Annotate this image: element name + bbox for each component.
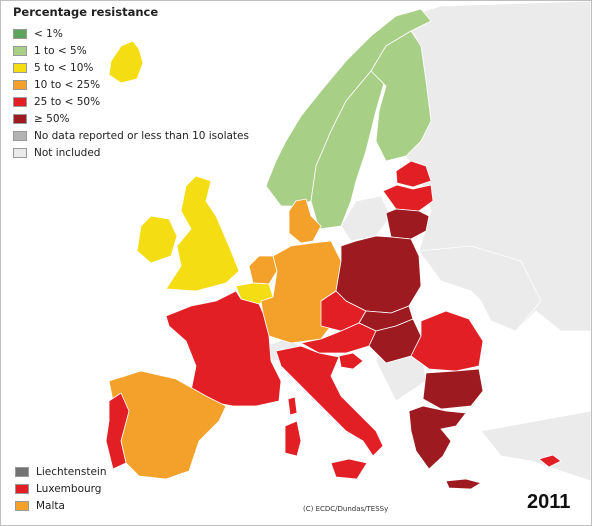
legend-swatch	[13, 114, 27, 124]
small-country-item	[15, 480, 107, 497]
region-bulgaria	[423, 369, 483, 409]
small-countries-legend	[15, 463, 107, 514]
legend-title: Percentage resistance	[13, 5, 159, 19]
legend-swatch	[13, 131, 27, 141]
legend-label: Not included	[34, 146, 101, 159]
legend-swatch	[13, 97, 27, 107]
region-sardinia	[285, 421, 301, 456]
small-country-item	[15, 463, 107, 480]
region-sicily	[331, 459, 367, 479]
small-country-label: Luxembourg	[36, 482, 102, 495]
region-netherlands	[249, 256, 277, 284]
small-country-label: Liechtenstein	[36, 465, 107, 478]
region-latvia	[383, 185, 433, 211]
legend-label: 5 to < 10%	[34, 61, 94, 74]
region-lithuania	[386, 209, 429, 239]
small-country-item	[15, 497, 107, 514]
legend-item	[13, 76, 249, 93]
map-credit: (C) ECDC/Dundas/TESSy	[303, 505, 389, 513]
region-slovenia	[339, 353, 363, 369]
legend-swatch	[13, 46, 27, 56]
legend-label: No data reported or less than 10 isolates	[34, 129, 249, 142]
region-crete	[446, 479, 481, 489]
legend-swatch	[13, 148, 27, 158]
legend-swatch	[13, 80, 27, 90]
legend-item	[13, 59, 249, 76]
region-uk	[166, 176, 239, 291]
legend-item	[13, 25, 249, 42]
legend-item	[13, 127, 249, 144]
legend-label: ≥ 50%	[34, 112, 70, 125]
region-ireland	[137, 216, 177, 263]
legend-label: 25 to < 50%	[34, 95, 101, 108]
legend-item	[13, 93, 249, 110]
legend-item	[13, 42, 249, 59]
small-country-swatch	[15, 467, 29, 477]
region-corsica	[288, 397, 297, 415]
region-poland	[336, 236, 421, 313]
legend-item	[13, 144, 249, 161]
small-country-swatch	[15, 501, 29, 511]
legend-items	[13, 25, 249, 161]
legend-item	[13, 110, 249, 127]
map-year: 2011	[527, 491, 571, 513]
small-country-label: Malta	[36, 499, 65, 512]
legend-swatch	[13, 63, 27, 73]
legend-label: 10 to < 25%	[34, 78, 101, 91]
legend	[13, 5, 249, 161]
turkey-region	[481, 411, 591, 481]
legend-label: 1 to < 5%	[34, 44, 87, 57]
legend-label: < 1%	[34, 27, 63, 40]
small-country-swatch	[15, 484, 29, 494]
region-greece	[409, 406, 466, 469]
legend-swatch	[13, 29, 27, 39]
region-romania	[411, 311, 483, 371]
